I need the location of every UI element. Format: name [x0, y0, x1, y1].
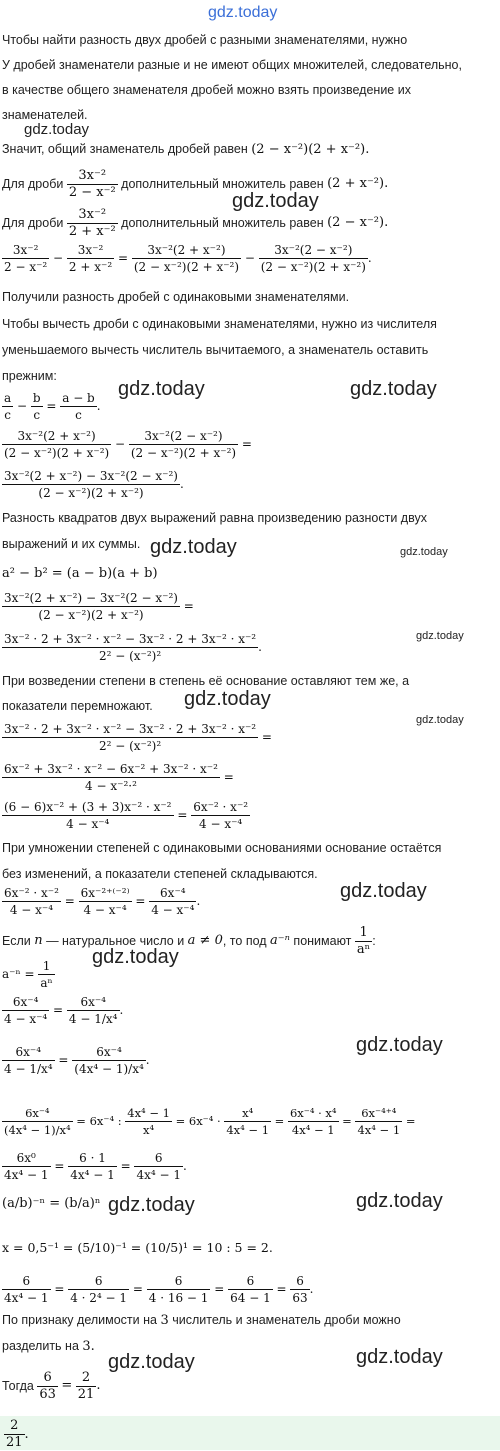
- fraction: $\frac{\text{4x⁴ − 1}}{\text{x⁴}}$: [127, 1105, 170, 1137]
- fraction: $\frac{2}{21}$: [6, 1418, 23, 1450]
- text-line: При умножении степеней с одинаковыми основаниями основание остаётся: [2, 841, 442, 855]
- watermark: gdz.today: [24, 121, 90, 138]
- math-expr: n: [34, 933, 43, 948]
- fraction: $\frac{\text{3x⁻²(2 + x⁻²)}}{\text{(2 − x⁻²)(2 + x⁻²)}}$: [133, 242, 240, 274]
- text: дополнительный множитель равен: [121, 177, 324, 191]
- fraction: $\frac{\text{3x⁻²(2 + x⁻²)}}{\text{(2 − x⁻²)(2 + x⁻²)}}$: [4, 428, 110, 460]
- fraction: $\frac{\text{3x⁻² · 2 + 3x⁻² · x⁻² − 3x⁻² · 2 + 3x⁻² · x⁻²}}{\text{2² − (x⁻²)²}}$: [4, 631, 257, 663]
- answer-box: [0, 1416, 500, 1450]
- text-line: уменьшаемого вычесть числитель вычитаемого, а знаменатель оставить: [2, 343, 429, 357]
- equation: a² − b² = (a − b)(a + b): [2, 566, 158, 581]
- text-line: При возведении степени в степень её основание оставляют тем же, а: [2, 674, 410, 688]
- fraction: $\frac{\text{3x⁻²}}{\text{2 + x⁻²}}$: [68, 206, 116, 239]
- text-line: Чтобы найти разность двух дробей с разными знаменателями, нужно: [2, 33, 408, 47]
- equation: $\frac{\text{6x⁻⁴}}{\text{4 − 1/x⁴}}$ = $\frac{\text{6x⁻⁴}}{\text{(4x⁴ − 1)/x⁴}}$ .: [4, 1044, 150, 1076]
- watermark: gdz.today: [340, 880, 427, 902]
- fraction: $\frac{6}{64 - 1}$: [230, 1273, 271, 1305]
- fraction: $\frac{\text{6x⁻⁴}}{\text{4 − x⁻⁴}}$: [4, 994, 48, 1026]
- fraction: $\frac{6 \cdot 1}{\text{4x⁴ − 1}}$: [70, 1150, 115, 1182]
- text-line: знаменателей.: [2, 108, 88, 122]
- fraction: $\frac{\text{3x⁻²}}{\text{2 − x⁻²}}$: [68, 167, 116, 200]
- math-expr: (2 − x⁻²)(2 + x⁻²).: [251, 142, 370, 157]
- watermark: gdz.today: [356, 1034, 443, 1056]
- fraction: $\frac{\text{(6 − 6)x⁻² + (3 + 3)x⁻² · x⁻²}}{\text{4 − x⁻⁴}}$: [4, 799, 172, 831]
- text-line: Разность квадратов двух выражений равна произведению разности двух: [2, 511, 427, 525]
- text: Тогда: [2, 1379, 34, 1393]
- text: — натуральное число и: [46, 934, 185, 948]
- fraction: $\frac{6}{\text{4x⁴ − 1}}$: [4, 1273, 49, 1305]
- fraction: $\frac{\text{6x⁻⁴}}{\text{(4x⁴ − 1)/x⁴}}$: [74, 1044, 144, 1076]
- fraction: $\frac{b}{c}$: [32, 390, 41, 422]
- text: Значит, общий знаменатель дробей равен: [2, 142, 248, 156]
- equation: $\frac{a}{c}$ − $\frac{b}{c}$ = $\frac{a - b}{c}$ .: [4, 390, 101, 422]
- equation: x = 0,5⁻¹ = (5/10)⁻¹ = (10/5)¹ = 10 : 5 = 2.: [2, 1240, 273, 1255]
- watermark: gdz.today: [416, 714, 464, 726]
- fraction: $\frac{\text{6x⁻²⁺⁽⁻²⁾}}{\text{4 − x⁻⁴}}$: [80, 885, 130, 917]
- text-line: без изменений, а показатели степеней складываются.: [2, 867, 318, 881]
- watermark: gdz.today: [150, 536, 237, 558]
- text: разделить на: [2, 1339, 79, 1353]
- fraction: $\frac{6}{63}$: [292, 1273, 308, 1305]
- text: Для дроби: [2, 177, 64, 191]
- fraction: $\frac{6}{\text{4x⁴ − 1}}$: [136, 1150, 181, 1182]
- equation: $\frac{\text{6x⁻⁴}}{\text{(4x⁴ − 1)/x⁴}}$ = 6x⁻⁴ : $\frac{\text{4x⁴ − 1}}{\text{x⁴}}$ = 6x⁻⁴ · $\frac{\text{x⁴}}{\text{4x⁴ − 1}}$ = $\frac{\text{6x⁻⁴ · x⁴}}{\text{4x⁴ − 1}}$ = $\frac{\text{6x⁻⁴⁺⁴}}{\text{4x⁴ − 1}}$ =: [4, 1105, 416, 1137]
- fraction: $\frac{\text{6x⁻⁴}}{\text{4 − 1/x⁴}}$: [4, 1044, 53, 1076]
- text-line: [2, 166, 388, 202]
- fraction: $\frac{a}{c}$: [4, 390, 12, 422]
- fraction: $\frac{\text{6x⁰}}{\text{4x⁴ − 1}}$: [4, 1150, 49, 1182]
- text: числитель и знаменатель дроби можно: [172, 1313, 401, 1327]
- fraction: $\frac{\text{3x⁻²(2 − x⁻²)}}{\text{(2 − x⁻²)(2 + x⁻²)}}$: [130, 428, 237, 460]
- text: По признаку делимости на: [2, 1313, 157, 1327]
- equation: [2, 956, 55, 992]
- fraction: $\frac{6}{\text{4 · 2⁴ − 1}}$: [70, 1273, 128, 1305]
- math-expr: a⁻ⁿ: [270, 933, 290, 948]
- watermark: gdz.today: [92, 946, 179, 968]
- fraction: $\frac{\text{x⁴}}{\text{4x⁴ − 1}}$: [226, 1105, 270, 1137]
- equation: $\frac{\text{3x⁻² · 2 + 3x⁻² · x⁻² − 3x⁻² · 2 + 3x⁻² · x⁻²}}{\text{2² − (x⁻²)²}}$ =: [4, 721, 272, 753]
- watermark: gdz.today: [118, 378, 205, 400]
- text-line: [2, 141, 369, 158]
- text-line: показатели перемножают.: [2, 699, 153, 713]
- equation: $\frac{\text{6x⁻² · x⁻²}}{\text{4 − x⁻⁴}}$ = $\frac{\text{6x⁻²⁺⁽⁻²⁾}}{\text{4 − x⁻⁴}}$ = $\frac{\text{6x⁻⁴}}{\text{4 − x⁻⁴}}$ .: [4, 885, 201, 917]
- fraction: $\frac{\text{3x⁻²(2 + x⁻²) − 3x⁻²(2 − x⁻²)}}{\text{(2 − x⁻²)(2 + x⁻²)}}$: [4, 590, 178, 622]
- fraction: $\frac{\text{3x⁻²(2 − x⁻²)}}{\text{(2 − x⁻²)(2 + x⁻²)}}$: [260, 242, 366, 274]
- equation: $\frac{\text{6x⁰}}{\text{4x⁴ − 1}}$ = $\frac{6 \cdot 1}{\text{4x⁴ − 1}}$ = $\frac{6}{\text{4x⁴ − 1}}$ .: [4, 1150, 187, 1182]
- answer-value: $\frac{2}{21}$ .: [6, 1418, 29, 1450]
- equation: $\frac{\text{3x⁻² · 2 + 3x⁻² · x⁻² − 3x⁻² · 2 + 3x⁻² · x⁻²}}{\text{2² − (x⁻²)²}}$ .: [4, 631, 262, 663]
- fraction: $\frac{6}{63}$: [39, 1369, 56, 1402]
- fraction: $\frac{a - b}{c}$: [62, 390, 95, 422]
- fraction: $\frac{\text{3x⁻²(2 + x⁻²) − 3x⁻²(2 − x⁻²)}}{\text{(2 − x⁻²)(2 + x⁻²)}}$: [4, 468, 178, 500]
- fraction: $\frac{\text{6x⁻⁴}}{\text{(4x⁴ − 1)/x⁴}}$: [4, 1105, 71, 1137]
- watermark: gdz.today: [232, 190, 319, 212]
- fraction: $\frac{1}{\text{aⁿ}}$: [356, 924, 371, 957]
- watermark: gdz.today: [184, 688, 271, 710]
- text: дополнительный множитель равен: [121, 216, 324, 230]
- text: Для дроби: [2, 216, 64, 230]
- equation: $\frac{\text{3x⁻²(2 + x⁻²)}}{\text{(2 − x⁻²)(2 + x⁻²)}}$ − $\frac{\text{3x⁻²(2 − x⁻²)}}{\text{(2 − x⁻²)(2 + x⁻²)}}$ =: [4, 428, 252, 460]
- fraction: $\frac{\text{6x⁻² · x⁻²}}{\text{4 − x⁻⁴}}$: [193, 799, 249, 831]
- fraction: $\frac{2}{21}$: [77, 1369, 95, 1402]
- watermark: gdz.today: [416, 630, 464, 642]
- watermark: gdz.today: [356, 1346, 443, 1368]
- fraction: $\frac{6}{4 \cdot 16 - 1}$: [148, 1273, 209, 1305]
- fraction: $\frac{\text{3x⁻²}}{\text{2 − x⁻²}}$: [4, 242, 48, 274]
- text: Если: [2, 934, 31, 948]
- fraction: $\frac{\text{6x⁻⁴}}{\text{4 − 1/x⁴}}$: [68, 994, 118, 1026]
- watermark: gdz.today: [350, 378, 437, 400]
- equation: $\frac{\text{6x⁻⁴}}{\text{4 − x⁻⁴}}$ = $\frac{\text{6x⁻⁴}}{\text{4 − 1/x⁴}}$ .: [4, 994, 124, 1026]
- math-expr: a ≠ 0: [187, 933, 223, 948]
- text-line: Чтобы вычесть дроби с одинаковыми знаменателями, нужно из числителя: [2, 317, 437, 331]
- text-line: Тогда $\frac{6}{63}$ = $\frac{2}{21}$ .: [2, 1369, 101, 1402]
- fraction: $\frac{1}{\text{aⁿ}}$: [40, 958, 53, 990]
- text-line: У дробей знаменатели разные и не имеют общих множителей, следовательно,: [2, 58, 462, 72]
- fraction: $\frac{\text{6x⁻² · x⁻²}}{\text{4 − x⁻⁴}}$: [4, 885, 59, 917]
- math-expr: = 6x⁻⁴ :: [76, 1114, 122, 1128]
- equation: $\frac{6}{\text{4x⁴ − 1}}$ = $\frac{6}{\text{4 · 2⁴ − 1}}$ = $\frac{6}{4 \cdot 16 - 1}$ = $\frac{6}{64 - 1}$ = $\frac{6}{63}$ .: [4, 1273, 314, 1305]
- text-line: Если n — натуральное число и a ≠ 0 , то под a⁻ⁿ понимают $\frac{1}{\text{aⁿ}}$ :: [2, 924, 376, 957]
- watermark: gdz.today: [108, 1351, 195, 1373]
- fraction: $\frac{\text{3x⁻² · 2 + 3x⁻² · x⁻² − 3x⁻² · 2 + 3x⁻² · x⁻²}}{\text{2² − (x⁻²)²}}$: [4, 721, 257, 753]
- watermark-top: gdz.today: [208, 4, 278, 21]
- watermark: gdz.today: [400, 546, 448, 558]
- fraction: $\frac{\text{6x⁻⁴}}{\text{4 − x⁻⁴}}$: [151, 885, 195, 917]
- math-expr: = 6x⁻⁴ ·: [175, 1114, 221, 1128]
- watermark: gdz.today: [356, 1190, 443, 1212]
- text: понимают: [293, 934, 352, 948]
- fraction: $\frac{\text{6x⁻⁴⁺⁴}}{\text{4x⁴ − 1}}$: [357, 1105, 401, 1137]
- fraction: $\frac{\text{3x⁻²}}{\text{2 + x⁻²}}$: [68, 242, 113, 274]
- equation: $\frac{\text{3x⁻²}}{\text{2 − x⁻²}}$ − $\frac{\text{3x⁻²}}{\text{2 + x⁻²}}$ = $\frac{\text{3x⁻²(2 + x⁻²)}}{\text{(2 − x⁻²)(2 + x⁻²)}}$ − $\frac{\text{3x⁻²(2 − x⁻²)}}{\text{(2 − x⁻²)(2 + x⁻²)}}$ .: [4, 242, 372, 274]
- text-line: [2, 1312, 401, 1329]
- watermark: gdz.today: [108, 1194, 195, 1216]
- fraction: $\frac{\text{6x⁻⁴ · x⁴}}{\text{4x⁴ − 1}}$: [289, 1105, 337, 1137]
- text-line: прежним:: [2, 369, 57, 383]
- fraction: $\frac{\text{6x⁻² + 3x⁻² · x⁻² − 6x⁻² + 3x⁻² · x⁻²}}{\text{4 − x⁻²·²}}$: [4, 761, 218, 793]
- text-line: Получили разность дробей с одинаковыми знаменателями.: [2, 290, 350, 304]
- math-expr: 3.: [82, 1339, 95, 1354]
- math-expr: (2 − x⁻²).: [327, 215, 389, 230]
- text-line: [2, 205, 388, 241]
- math-expr: (2 + x⁻²).: [327, 176, 389, 191]
- equation: (a/b)⁻ⁿ = (b/a)ⁿ: [2, 1196, 101, 1211]
- equation: $\frac{\text{(6 − 6)x⁻² + (3 + 3)x⁻² · x⁻²}}{\text{4 − x⁻⁴}}$ = $\frac{\text{6x⁻² · x⁻²}}{\text{4 − x⁻⁴}}$: [4, 799, 249, 831]
- text-line: [2, 1338, 95, 1355]
- equation: $\frac{\text{6x⁻² + 3x⁻² · x⁻² − 6x⁻² + 3x⁻² · x⁻²}}{\text{4 − x⁻²·²}}$ =: [4, 761, 234, 793]
- text-line: в качестве общего знаменателя дробей можно взять произведение их: [2, 83, 411, 97]
- text: , то под: [222, 934, 267, 948]
- equation: $\frac{\text{3x⁻²(2 + x⁻²) − 3x⁻²(2 − x⁻²)}}{\text{(2 − x⁻²)(2 + x⁻²)}}$ =: [4, 590, 194, 622]
- math-expr: 3: [160, 1313, 169, 1328]
- equation: $\frac{\text{3x⁻²(2 + x⁻²) − 3x⁻²(2 − x⁻²)}}{\text{(2 − x⁻²)(2 + x⁻²)}}$ .: [4, 468, 184, 500]
- text-line: выражений и их суммы.: [2, 537, 141, 551]
- math-expr: a⁻ⁿ =: [2, 967, 35, 981]
